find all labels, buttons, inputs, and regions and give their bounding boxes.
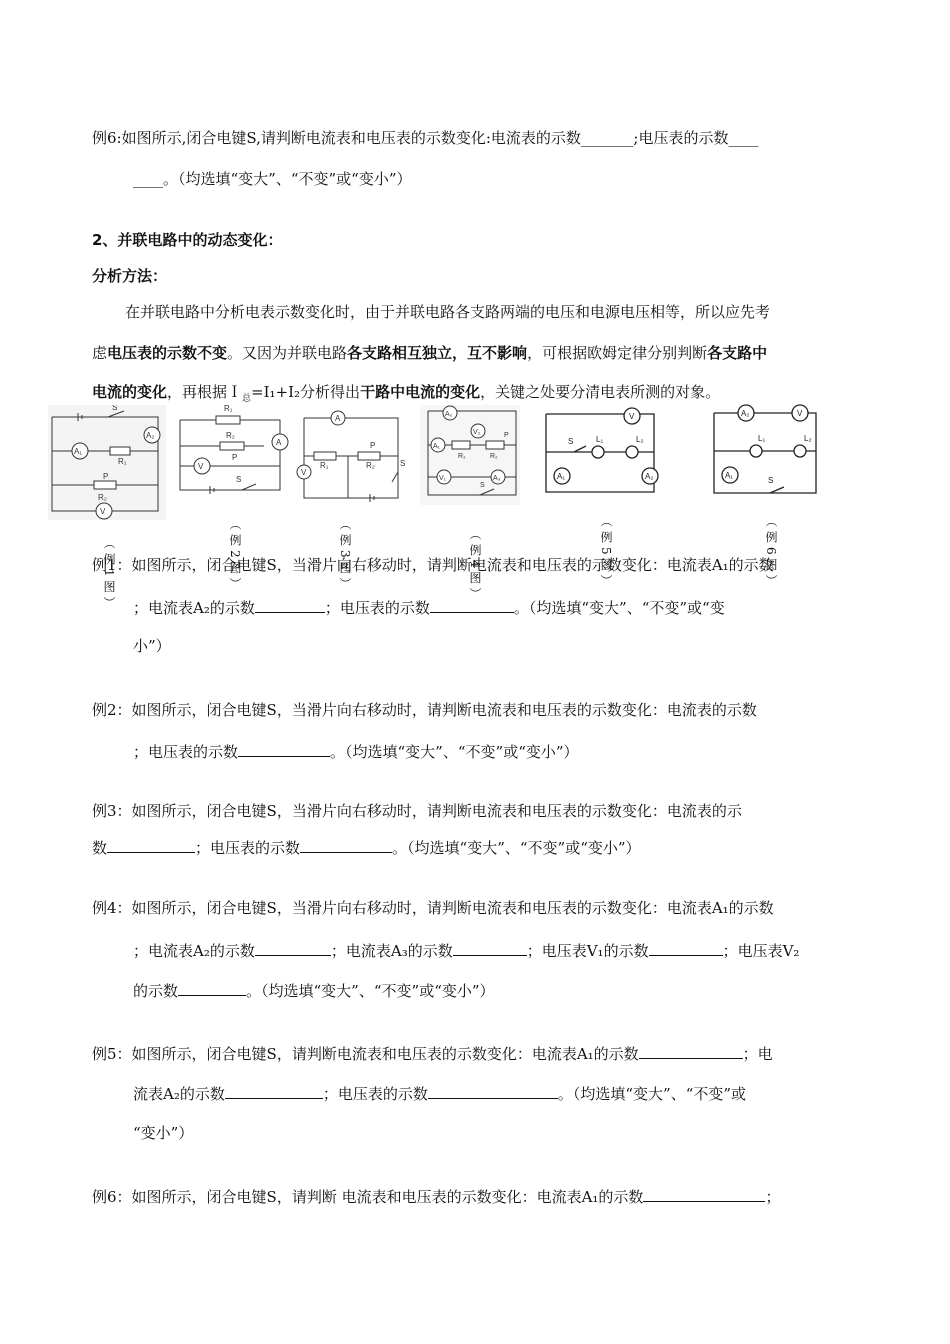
caption-text: （例6图）: [764, 515, 778, 591]
para-emphasis: 干路中电流的变化: [360, 383, 481, 401]
ex1-blank-v[interactable]: [430, 596, 514, 613]
fig4-label-p: P: [504, 432, 509, 439]
fig4-label-r2: R₂: [490, 453, 498, 460]
fig1-label-v: V: [100, 507, 106, 516]
ex5-line3: “变小”）: [133, 1124, 194, 1142]
para-text: 。又因为并联电路: [227, 344, 348, 362]
ex1-line1: 例1：如图所示，闭合电键S，当滑片向右移动时，请判断电流表和电压表的示数变化：电流表A₁的示数: [92, 556, 774, 574]
ex3-text: 数: [92, 839, 108, 857]
fig4-label-s: S: [480, 482, 485, 489]
ex5-text: ；电压表的示数: [322, 1085, 428, 1103]
fig4-label-a2: A₂: [445, 411, 453, 418]
circuit-figure-3: [296, 408, 411, 503]
para-text: ，再根据Ｉ: [167, 383, 243, 401]
fig4-label-a1: A₁: [433, 443, 441, 450]
ex4-text: ；电流表A₂的示数: [133, 942, 255, 960]
para-subscript: 总: [242, 394, 252, 404]
ex5-line1: [92, 1042, 773, 1064]
ex5-text: 。（均选填“变大”、“不变”或: [557, 1085, 747, 1103]
fig4-label-v1: V₁: [439, 475, 447, 482]
fig5-label-l2: L₂: [636, 435, 644, 444]
ex4-text: ；电流表A₃的示数: [330, 942, 453, 960]
ex6-text: 例6：如图所示，闭合电键S，请判断 电流表和电压表的示数变化：电流表A₁的示数: [92, 1188, 644, 1206]
caption-text: （例1图）: [102, 537, 116, 613]
caption-text: （例3图）: [338, 518, 352, 594]
method-para-line1: 在并联电路中分析电表示数变化时，由于并联电路各支路两端的电压和电源电压相等，所以应先考: [125, 303, 771, 321]
ex4-text: 。（均选填“变大”、“不变”或“变小”）: [246, 982, 495, 1000]
ex5-line2: [133, 1082, 746, 1104]
ex2-line2: [133, 740, 579, 762]
fig5-label-l1: L₁: [596, 435, 604, 444]
ex3-text: ；电压表的示数: [195, 839, 301, 857]
para-emphasis: 各支路中: [707, 344, 768, 362]
fig5-label-a1: A₁: [557, 472, 566, 481]
ex6-blank-a1[interactable]: [643, 1185, 765, 1202]
fig4-label-r1: R₁: [458, 453, 466, 460]
ex5-text: 例5：如图所示，闭合电键S，请判断电流表和电压表的示数变化：电流表A₁的示数: [92, 1045, 639, 1063]
ex1-text: ；电流表A₂的示数: [133, 599, 255, 617]
figure-caption-5: [597, 515, 611, 591]
ex6-line1: [92, 1185, 780, 1207]
intro-ex6-line2: ____。（均选填“变大”、“不变”或“变小”）: [133, 170, 412, 188]
fig4-label-v2: V₂: [473, 429, 481, 436]
ex3-line2: [92, 836, 641, 858]
circuit-figure-5: [538, 404, 668, 499]
ex4-text: ；电压表V₂: [722, 942, 800, 960]
fig2-label-v: V: [198, 462, 204, 471]
ex5-blank-v[interactable]: [428, 1082, 558, 1099]
fig3-label-r2: R₂: [366, 461, 375, 470]
fig5-label-a2: A₂: [645, 472, 654, 481]
ex4-line2: [133, 939, 799, 961]
section-heading: 2、并联电路中的动态变化：: [92, 231, 283, 249]
circuit-figure-2: [176, 402, 291, 497]
ex4-blank-v2[interactable]: [178, 979, 246, 996]
ex3-blank-a[interactable]: [107, 836, 195, 853]
ex2-blank-v[interactable]: [238, 740, 330, 757]
para-text: =I₁+I₂分析得出: [251, 383, 361, 401]
para-text: ，可根据欧姆定律分别判断: [527, 344, 708, 362]
fig3-label-v: V: [301, 468, 307, 477]
fig3-label-s: S: [400, 459, 406, 468]
fig1-label-s: S: [112, 405, 118, 412]
ex4-blank-v1[interactable]: [649, 939, 723, 956]
fig6-label-s: S: [768, 476, 774, 485]
ex1-blank-a2[interactable]: [255, 596, 325, 613]
para-emphasis: 电流的变化: [92, 383, 168, 401]
method-para-line2: [92, 343, 767, 363]
ex2-text: 。（均选填“变大”、“不变”或“变小”）: [330, 743, 579, 761]
ex5-blank-a1[interactable]: [639, 1042, 743, 1059]
intro-ex6-line1: 例6:如图所示,闭合电键S,请判断电流表和电压表的示数变化:电流表的示数_______;电压表的示数____: [92, 129, 759, 147]
fig3-label-p: P: [370, 441, 376, 450]
ex4-blank-a2[interactable]: [255, 939, 331, 956]
para-emphasis: 电压表的示数不变: [107, 344, 228, 362]
para-emphasis: 各支路相互独立，互不影响: [347, 344, 528, 362]
ex2-line1: 例2：如图所示，闭合电键S，当滑片向右移动时，请判断电流表和电压表的示数变化：电流表的示数: [92, 701, 757, 719]
figure-caption-6: [762, 515, 776, 591]
ex5-text: ；电: [742, 1045, 773, 1063]
fig6-label-v: V: [797, 409, 803, 418]
ex4-text: ；电压表V₁的示数: [526, 942, 649, 960]
fig1-label-p: P: [103, 472, 109, 481]
fig3-label-r1: R₁: [320, 461, 329, 470]
ex3-text: 。（均选填“变大”、“不变”或“变小”）: [392, 839, 641, 857]
fig2-label-p: P: [232, 453, 238, 462]
fig1-label-a2: A₂: [146, 431, 155, 440]
ex2-text: ；电压表的示数: [133, 743, 239, 761]
fig5-label-s: S: [568, 437, 574, 446]
ex6-text: ；: [765, 1188, 781, 1206]
fig5-label-v: V: [629, 412, 635, 421]
ex4-line3: [133, 979, 495, 1001]
ex3-line1: 例3：如图所示，闭合电键S，当滑片向右移动时，请判断电流表和电压表的示数变化：电流表的示: [92, 802, 742, 820]
ex1-line2: [133, 596, 725, 618]
ex4-line1: 例4：如图所示，闭合电键S，当滑片向右移动时，请判断电流表和电压表的示数变化：电流表A₁的示数: [92, 899, 774, 917]
circuit-figure-1: [48, 405, 166, 520]
para-text: ，关键之处要分清电表所测的对象。: [480, 383, 721, 401]
fig1-label-r2: R₂: [98, 493, 107, 502]
fig2-label-r1: R₁: [224, 404, 233, 413]
ex4-blank-a3[interactable]: [453, 939, 527, 956]
fig6-label-l1: L₁: [758, 434, 766, 443]
fig4-label-a3: A₃: [493, 475, 501, 482]
method-label: 分析方法：: [92, 267, 168, 285]
fig1-label-r1: R₁: [118, 457, 127, 466]
fig3-label-a: A: [335, 414, 341, 423]
caption-text: （例4图）: [468, 528, 482, 604]
fig6-label-a2: A₂: [741, 409, 750, 418]
circuit-figure-4: [420, 405, 520, 505]
fig1-label-a1: A₁: [74, 447, 83, 456]
fig2-label-a: A: [276, 438, 282, 447]
fig6-label-l2: L₂: [804, 434, 812, 443]
circuit-figure-6: [700, 403, 830, 498]
fig2-label-r2: R₂: [226, 431, 235, 440]
ex1-line3: 小”）: [133, 637, 171, 655]
para-text: 虑: [92, 344, 108, 362]
ex3-blank-v[interactable]: [300, 836, 392, 853]
ex5-text: 流表A₂的示数: [133, 1085, 225, 1103]
caption-text: （例5图）: [599, 515, 613, 591]
ex1-text: 。（均选填“变大”、“不变”或“变: [513, 599, 725, 617]
fig2-label-s: S: [236, 475, 242, 484]
caption-text: （例2图）: [228, 518, 242, 594]
ex1-text: ；电压表的示数: [324, 599, 430, 617]
fig6-label-a1: A₁: [725, 471, 734, 480]
ex4-text: 的示数: [133, 982, 179, 1000]
ex5-blank-a2[interactable]: [225, 1082, 323, 1099]
